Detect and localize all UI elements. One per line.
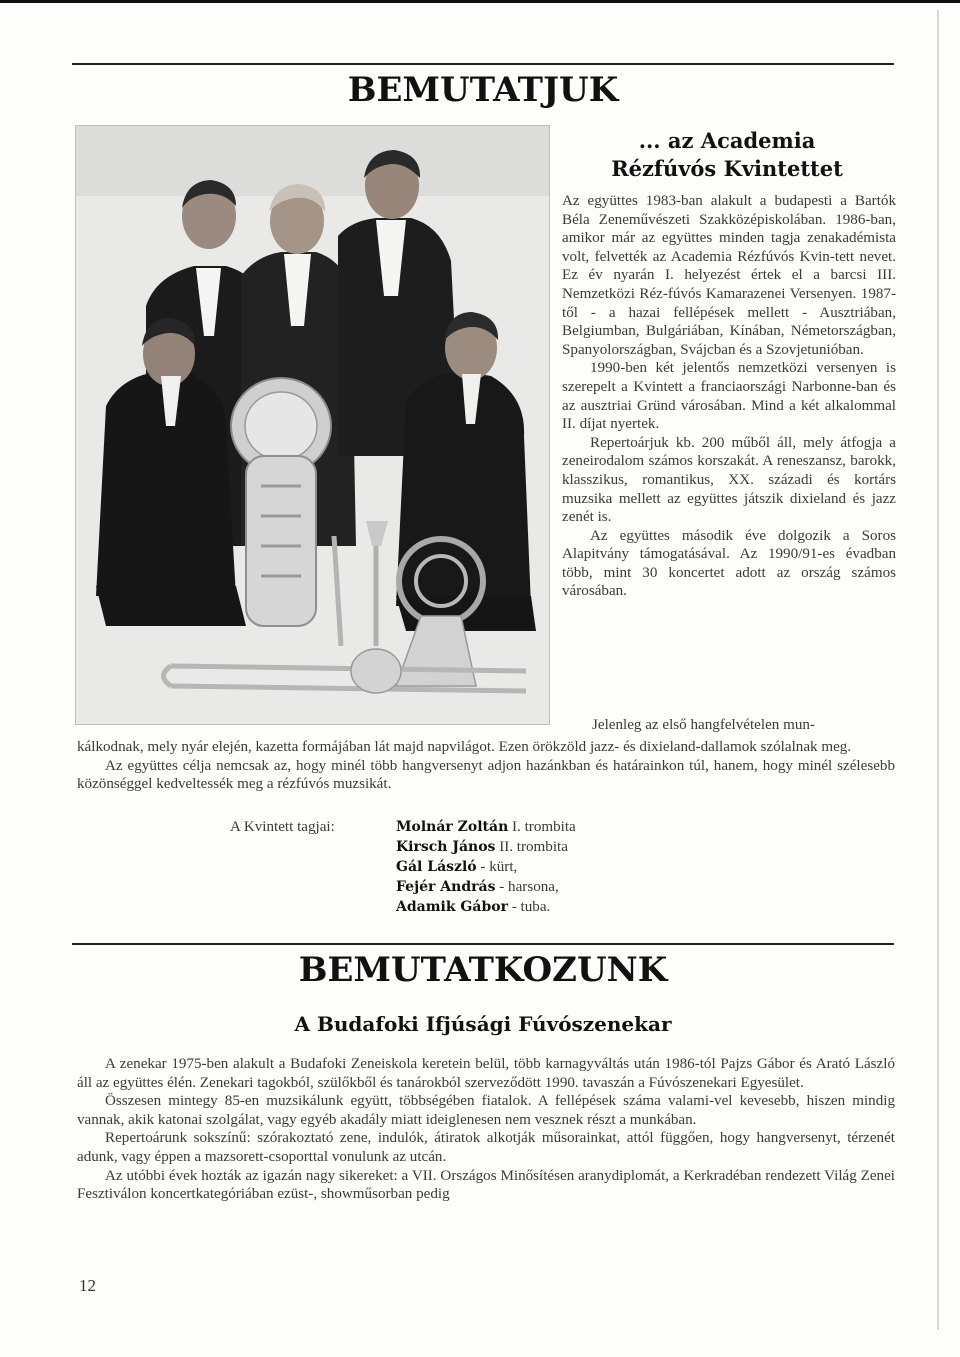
members-label: A Kvintett tagjai: [230, 819, 335, 835]
full-paragraph: Összesen mintegy 85-en muzsikálunk együtt, többségében fiatalok. A fellépések száma valami-vel kevesebb, hiszen mindig vannak, akik katonai szolgálat, vagy egyéb akadály miatt ideiglenesen nem vesznek részt a munkában. [77, 1093, 895, 1128]
member-row: Kirsch János II. trombita [396, 839, 568, 855]
section1-full-text [77, 738, 895, 794]
column-paragraph: Az együttes második éve dolgozik a Soros Alapitvány támogatásával. Az 1990/91-es évadban több, mint 30 koncertet adott az ország számos városában. [562, 527, 896, 600]
full-paragraph: Az együttes célja nemcsak az, hogy minél több hangversenyt adjon hazánkban és határainkon túl, hanem, hogy minél szélesebb közönséggel kedveltessék meg a rézfúvós muzsikát. [77, 757, 895, 793]
ensemble-photo [75, 125, 550, 725]
section1-column-text [562, 192, 896, 601]
section2-text [77, 1055, 895, 1204]
section2-top-rule [72, 943, 894, 945]
member-row: Gál László - kürt, [396, 859, 518, 875]
section1-top-rule [72, 63, 894, 65]
member-row: Adamik Gábor - tuba. [396, 899, 551, 915]
member-row: Molnár Zoltán I. trombita [396, 819, 576, 835]
page-number: 12 [79, 1276, 96, 1295]
full-paragraph: Az utóbbi évek hozták az igazán nagy sikereket: a VII. Országos Minősítésen aranydiplomát, a Kerkradéban rendezett Világ Zenei Fesztiválon koncertkategóriában ezüst-, showműsorban pedig [77, 1167, 895, 1203]
page-top-border [0, 0, 960, 3]
section1-subtitle-line1: ... az Academia [638, 128, 816, 153]
section1-subtitle-line2: Rézfúvós Kvintettet [611, 156, 843, 181]
column-paragraph: 1990-ben két jelentős nemzetközi versenyen is szerepelt a Kvintett a franciaországi Narbonne-ban és az ausztriai Gründ városában. Mind a két alkalommal II. díjat nyertek. [562, 360, 896, 433]
section1-col-last-line: Jelenleg az első hangfelvételen mun- [592, 717, 815, 733]
column-paragraph: Repertoárjuk kb. 200 műből áll, mely átfogja a zeneirodalom számos korszakát. A reneszansz, barokk, klasszikus, romantikus, XX. századi és kortárs muzsika mellett az együttes játszik dixieland és jazz zenét is. [562, 434, 896, 526]
section2-subtitle: A Budafoki Ifjúsági Fúvószenekar [294, 1012, 672, 1036]
full-paragraph: Repertoárunk sokszínű: szórakoztató zene, indulók, átiratok alkotják műsorainkat, attól függően, hogy hangversenyt, térzenét adunk, vagy éppen a mazsorett-csoporttal vonulunk az utcán. [77, 1130, 895, 1165]
full-paragraph: A zenekar 1975-ben alakult a Budafoki Zeneiskola keretein belül, több karnagyváltás után 1986-tól Pajzs Gábor és Arató László áll az együttes élén. Zenekari tagokból, szülőkből és tanárokból szerveződött 1990. tavaszán a Fúvószenekari Egyesület. [77, 1056, 895, 1091]
section1-heading: BEMUTATJUK [347, 70, 619, 110]
member-row: Fejér András - harsona, [396, 879, 559, 895]
page-right-shadow [937, 10, 939, 1330]
full-paragraph: kálkodnak, mely nyár elején, kazetta formájában lát majd napvilágot. Ezen örökzöld jazz- és dixieland-dallamok szólalnak meg. [77, 739, 852, 755]
section2-heading: BEMUTATKOZUNK [298, 950, 668, 990]
column-paragraph: Az együttes 1983-ban alakult a budapesti a Bartók Béla Zeneművészeti Szakközépiskolában. 1986-ban, amikor már az együttes minden tagja zenakadémista volt, felvették az Academia Rézfúvós Kvin-tett nevet. Ez év nyarán I. helyezést értek el a barcsi III. Nemzetközi Réz-fúvós Kamarazenei Versenyen. 1987-től - a hazai fellépések mellett - Ausztriában, Belgiumban, Bulgáriában, Kínában, Németországban, Spanyolországban, Svájcban és a Szovjetunióban. [562, 193, 896, 358]
